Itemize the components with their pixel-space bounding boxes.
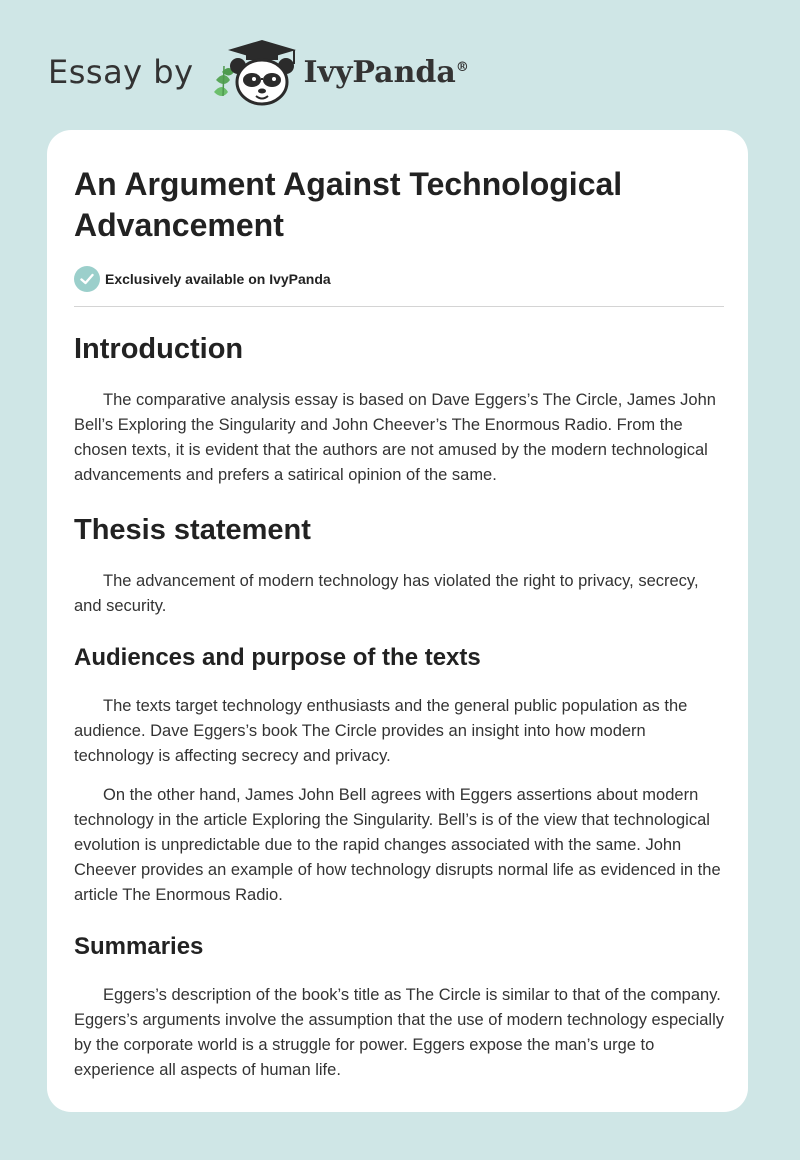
essay-by-label: Essay by xyxy=(48,53,194,91)
article-title: An Argument Against Technological Advancement xyxy=(74,166,623,243)
checkmark-icon xyxy=(74,266,100,292)
section-heading-audiences: Audiences and purpose of the texts xyxy=(74,644,481,671)
paragraph: Eggers’s description of the book’s title as The Circle is similar to that of the company. Eggers’s arguments involve the assumption that the use of modern technology especially by the corporate world is a struggle for power. Eggers expose the man’s urge to experience all aspects of human life. xyxy=(74,986,724,1079)
section-heading-thesis: Thesis statement xyxy=(74,514,311,546)
panda-logo-icon[interactable] xyxy=(210,36,300,108)
site-header xyxy=(48,36,469,108)
paragraph: The comparative analysis essay is based on Dave Eggers’s The Circle, James John Bell’s Exploring the Singularity and John Cheever’s The Enormous Radio. From the chosen texts, it is evident that the authors are not amused by the modern technological advancements and prefers a satirical opinion of the same. xyxy=(74,391,716,484)
title-divider xyxy=(74,306,724,307)
section-heading-summaries: Summaries xyxy=(74,933,204,960)
brand-name[interactable]: IvyPanda® xyxy=(303,54,469,90)
article-content xyxy=(74,164,724,1083)
exclusive-badge xyxy=(74,266,724,292)
article-card xyxy=(47,130,748,1112)
registered-mark: ® xyxy=(455,59,469,75)
paragraph: The texts target technology enthusiasts and the general public population as the audience. Dave Eggers’s book The Circle provides an insight into how modern technology is affecting secrecy and privacy. xyxy=(74,697,688,765)
paragraph: On the other hand, James John Bell agrees with Eggers assertions about modern technology in the article Exploring the Singularity. Bell’s is of the view that technological evolution is unpredictable due to the rapid changes associated with the same. John Cheever provides an example of how technology disrupts normal life as evidenced in the article The Enormous Radio. xyxy=(74,786,721,904)
paragraph: The advancement of modern technology has violated the right to privacy, secrecy, and security. xyxy=(74,572,699,615)
exclusive-badge-label: Exclusively available on IvyPanda xyxy=(105,271,331,287)
section-heading-introduction: Introduction xyxy=(74,333,244,365)
